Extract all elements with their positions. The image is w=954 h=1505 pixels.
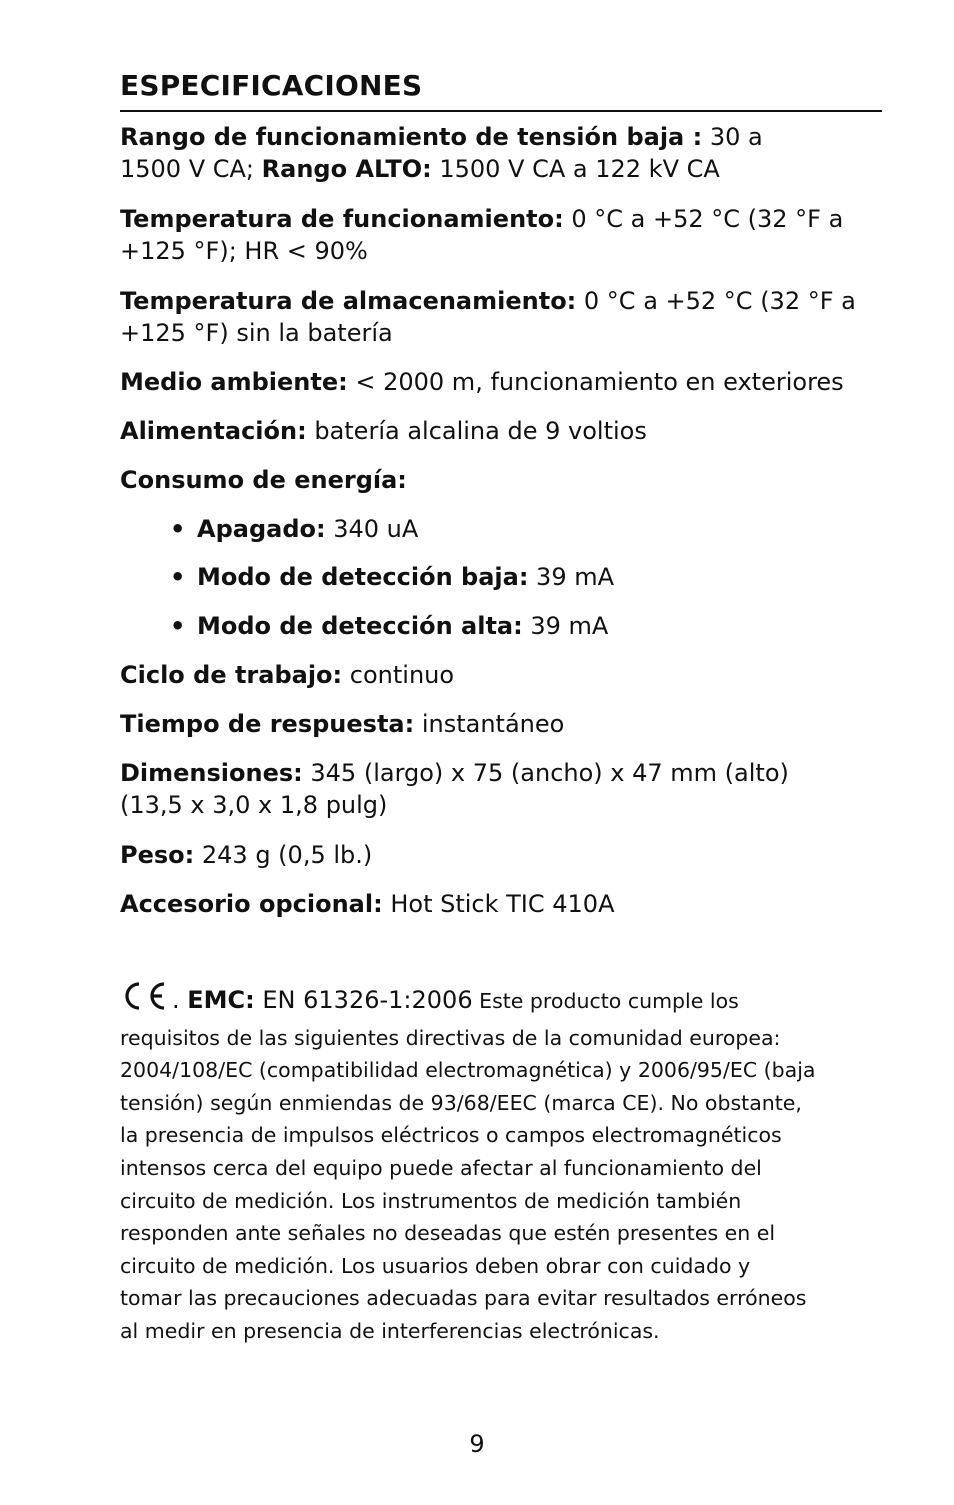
emc-body-line: al medir en presencia de interferencias electrónicas. — [120, 1318, 660, 1343]
spec-label: Apagado: — [197, 515, 326, 543]
document-page — [120, 0, 882, 1505]
spec-label: Rango de funcionamiento de tensión baja : — [120, 123, 703, 151]
spec-value: +125 °F) sin la batería — [120, 319, 393, 347]
spec-label: Rango ALTO: — [261, 155, 432, 183]
spec-value: Hot Stick TIC 410A — [382, 890, 615, 918]
emc-body-line: la presencia de impulsos eléctricos o campos electromagnéticos — [120, 1123, 782, 1148]
spec-value: batería alcalina de 9 voltios — [306, 417, 647, 445]
spec-value: 1500 V CA a 122 kV CA — [431, 155, 720, 183]
spec-label: Peso: — [120, 841, 195, 869]
spec-value: 39 mA — [522, 612, 609, 640]
spec-value: 0 °C a +52 °C (32 °F a — [576, 287, 856, 315]
emc-body-line: requisitos de las siguientes directivas de la comunidad europea: — [120, 1025, 781, 1050]
spec-operating-temperature — [120, 203, 882, 267]
spec-voltage-range — [120, 121, 882, 185]
spec-label: Alimentación: — [120, 417, 307, 445]
emc-standard: EN 61326-1:2006 — [254, 986, 473, 1014]
spec-label: Medio ambiente: — [120, 368, 348, 396]
spec-label: Temperatura de almacenamiento: — [120, 287, 577, 315]
bullet-icon: • — [170, 563, 186, 591]
list-item — [170, 610, 870, 642]
spec-duty-cycle — [120, 659, 882, 691]
spec-value: 1500 V CA; — [120, 155, 262, 183]
spec-value: instantáneo — [414, 710, 565, 738]
spec-label: Modo de detección alta: — [197, 612, 523, 640]
spec-value: 30 a — [702, 123, 763, 151]
spec-value: < 2000 m, funcionamiento en exteriores — [347, 368, 844, 396]
emc-body-line: intensos cerca del equipo puede afectar al funcionamiento del — [120, 1155, 762, 1180]
emc-body-line: responden ante señales no deseadas que estén presentes en el — [120, 1221, 776, 1246]
spec-label: Consumo de energía: — [120, 466, 407, 494]
emc-body-line: tensión) según enmiendas de 93/68/EEC (marca CE). No obstante, — [120, 1090, 802, 1115]
spec-value: 0 °C a +52 °C (32 °F a — [563, 205, 844, 233]
spec-value: 340 uA — [325, 515, 419, 543]
spec-value: 243 g (0,5 lb.) — [194, 841, 373, 869]
spec-label: Modo de detección baja: — [197, 563, 529, 591]
emc-label: EMC: — [187, 986, 255, 1014]
ce-mark-icon — [120, 980, 170, 1022]
emc-body-line: circuito de medición. Los instrumentos de medición también — [120, 1188, 742, 1213]
page-number: 9 — [469, 1430, 485, 1458]
spec-response-time — [120, 708, 882, 740]
section-heading: ESPECIFICACIONES — [120, 69, 423, 102]
spec-label: Temperatura de funcionamiento: — [120, 205, 564, 233]
list-item — [170, 513, 870, 545]
list-item — [170, 561, 870, 593]
bullet-icon: • — [170, 612, 186, 640]
spec-value: +125 °F); HR < 90% — [120, 237, 368, 265]
spec-value: (13,5 x 3,0 x 1,8 pulg) — [120, 791, 388, 819]
spec-optional-accessory — [120, 888, 882, 920]
spec-value: 39 mA — [528, 563, 615, 591]
emc-body-line: circuito de medición. Los usuarios deben obrar con cuidado y — [120, 1253, 751, 1278]
emc-body-line: 2004/108/EC (compatibilidad electromagnética) y 2006/95/EC (baja — [120, 1058, 816, 1083]
spec-storage-temperature — [120, 285, 882, 349]
spec-label: Dimensiones: — [120, 759, 303, 787]
spec-label: Tiempo de respuesta: — [120, 710, 415, 738]
spec-value: 345 (largo) x 75 (ancho) x 47 mm (alto) — [302, 759, 789, 787]
spec-label: Ciclo de trabajo: — [120, 661, 343, 689]
emc-compliance-notice: . EMC: EN 61326-1:2006 Este producto cumple los requisitos de las siguientes directivas de la comunidad europea: 2004/108/EC (compatibilidad electromagnética) y 2006/95/EC (baja tensión) según enmiendas de 93/68/EEC (marca CE). No obstante, la presencia de impulsos eléctricos o campos electromagnéticos intensos cerca del equipo puede afectar al funcionamiento del circuito de medición. Los instrumentos de medición también responden ante señales no deseadas que estén presentes en el circuito de medición. Los usuarios deben obrar con cuidado y tomar las precauciones adecuadas para evitar resultados erróneos al medir en presencia de interferencias electrónicas. — [120, 980, 882, 1348]
spec-power-consumption — [120, 464, 882, 496]
spec-label: Accesorio opcional: — [120, 890, 383, 918]
spec-dimensions — [120, 757, 882, 821]
bullet-icon: • — [170, 515, 186, 543]
emc-body-line: tomar las precauciones adecuadas para evitar resultados erróneos — [120, 1286, 807, 1311]
spec-environment — [120, 366, 882, 398]
heading-divider — [120, 110, 882, 112]
emc-body-line: Este producto cumple los — [472, 989, 739, 1013]
spec-value: continuo — [342, 661, 455, 689]
spec-weight — [120, 839, 882, 871]
spec-power — [120, 415, 882, 447]
